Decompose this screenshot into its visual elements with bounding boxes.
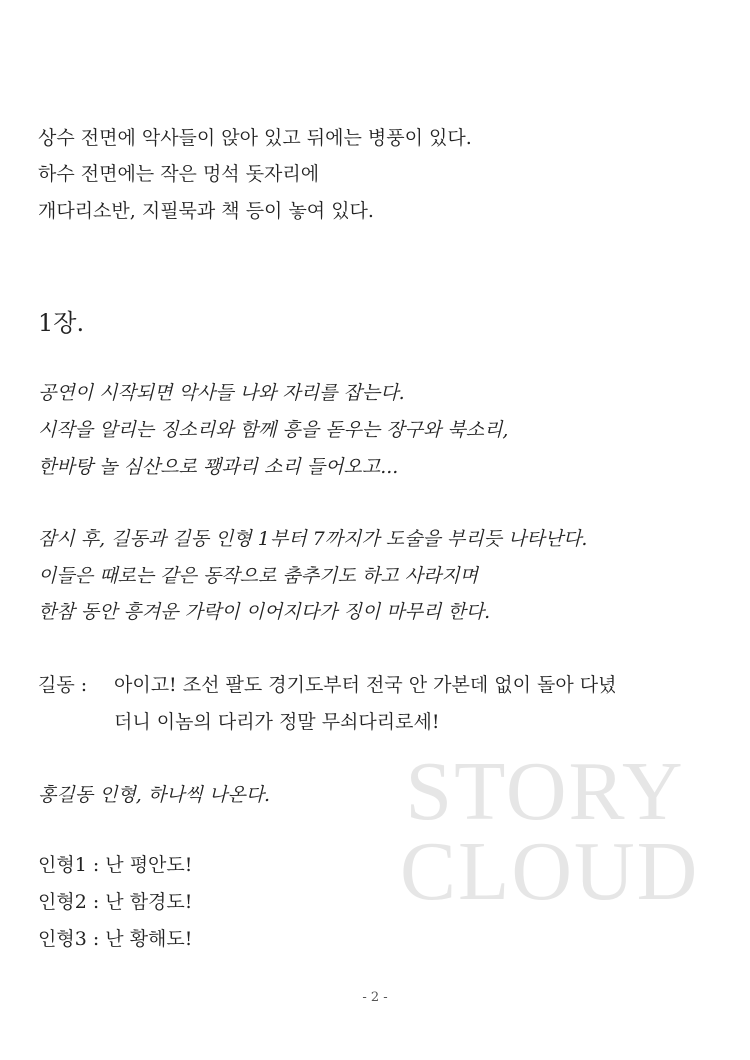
page-number: - 2 - [362, 990, 388, 1005]
dialogue-text: 난 함경도! [105, 891, 193, 913]
stage-direction-line: 공연이 시작되면 악사들 나와 자리를 잡는다. [38, 382, 405, 404]
watermark-line-story: STORY [405, 745, 685, 838]
speaker-name: 길동 : [38, 674, 88, 696]
stage-direction-line: 시작을 알리는 징소리와 함께 흥을 돋우는 장구와 북소리, [38, 419, 509, 441]
stage-direction-line: 잠시 후, 길동과 길동 인형 1부터 7까지가 도술을 부리듯 나타난다. [38, 528, 588, 550]
watermark-line-cloud: CLOUD [400, 825, 700, 918]
dialogue-text: 난 황해도! [105, 928, 193, 950]
speaker-name: 인형1 : [38, 854, 100, 876]
stage-direction-line: 한바탕 놀 심산으로 꽹과리 소리 들어오고... [38, 456, 399, 478]
dialogue-text-continuation: 더니 이놈의 다리가 정말 무쇠다리로세! [114, 711, 440, 733]
chapter-heading: 1장. [38, 309, 85, 337]
setting-line-1: 상수 전면에 악사들이 앉아 있고 뒤에는 병풍이 있다. [38, 127, 472, 149]
setting-line-3: 개다리소반, 지필묵과 책 등이 놓여 있다. [38, 200, 374, 222]
dialogue-text: 난 평안도! [105, 854, 193, 876]
setting-line-2: 하수 전면에는 작은 멍석 돗자리에 [38, 163, 320, 185]
dialogue-text: 아이고! 조선 팔도 경기도부터 전국 안 가본데 없이 돌아 다녔 [114, 674, 617, 696]
stage-direction-dolls: 홍길동 인형, 하나씩 나온다. [38, 784, 271, 806]
speaker-name: 인형3 : [38, 928, 100, 950]
stage-direction-line: 이들은 때로는 같은 동작으로 춤추기도 하고 사라지며 [38, 565, 479, 587]
stage-direction-line: 한참 동안 흥겨운 가락이 이어지다가 징이 마무리 한다. [38, 601, 491, 623]
speaker-name: 인형2 : [38, 891, 100, 913]
